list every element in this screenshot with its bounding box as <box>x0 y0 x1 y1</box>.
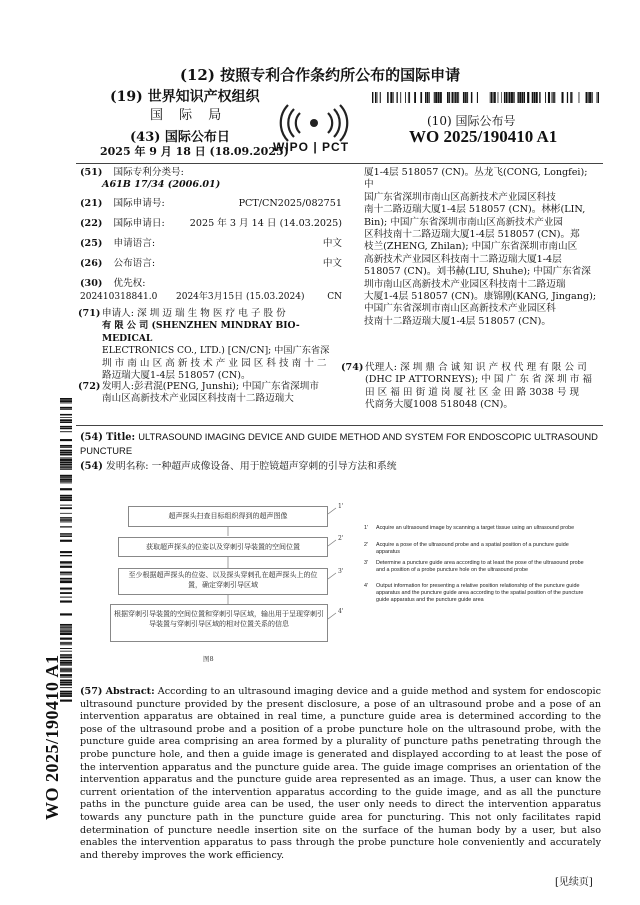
barcode-bar <box>60 588 72 589</box>
barcode-bar <box>60 563 72 564</box>
step-number: 4' <box>338 608 344 615</box>
barcode-bar <box>440 92 442 103</box>
barcode-bar <box>492 92 493 103</box>
barcode-bar <box>60 454 72 456</box>
top-barcode <box>372 92 599 103</box>
priority-row <box>80 278 342 290</box>
barcode-bar <box>501 92 502 103</box>
barcode-bar <box>458 92 459 103</box>
barcode-bar <box>60 475 72 477</box>
priority-number: 202410318841.0 <box>80 292 158 302</box>
barcode-bar <box>420 92 422 103</box>
step-number: 3' <box>338 568 344 575</box>
inventor-line: 技南十二路迈瑞大厦1-4层 518057 (CN)。 <box>364 315 551 327</box>
barcode-bar <box>387 92 388 103</box>
barcode-bar <box>60 533 72 534</box>
barcode-bar <box>60 566 72 568</box>
barcode-bar <box>408 92 409 103</box>
field-tag: (71) <box>78 308 101 319</box>
barcode-bar <box>506 92 507 103</box>
barcode-bar <box>60 572 72 573</box>
barcode-bar <box>60 551 72 553</box>
barcode-bar <box>60 479 72 481</box>
barcode-bar <box>465 92 467 103</box>
barcode-bar <box>548 92 550 103</box>
publication-language-row <box>80 258 342 270</box>
inventor-line: 518057 (CN)。刘书赫(LIU, Shuhe); 中国广东省深 <box>364 266 591 278</box>
inventor-line: 大厦1-4层 518057 (CN)。康锦刚(KANG, Jingang); <box>364 291 597 303</box>
barcode-bar <box>60 439 72 441</box>
barcode-bar <box>400 92 401 103</box>
title-chinese-text: 一种超声成像设备、用于腔镜超声穿刺的引导方法和系统 <box>151 461 397 472</box>
barcode-bar <box>597 92 598 103</box>
barcode-bar <box>60 597 72 598</box>
barcode-bar <box>60 555 72 556</box>
barcode-bar <box>427 92 428 103</box>
barcode-bar <box>586 92 588 103</box>
barcode-bar <box>60 513 72 514</box>
barcode-bar <box>60 414 72 416</box>
applicant-line: 圳 市 南 山 区 高 新 技 术 产 业 园 区 科 技 南 十 二 <box>102 357 327 369</box>
applicant-line: 有 限 公 司 (SHENZHEN MINDRAY BIO-MEDICAL <box>102 320 300 344</box>
barcode-bar <box>60 581 72 583</box>
barcode-bar <box>539 92 540 103</box>
leader-line <box>328 540 336 546</box>
barcode-bar <box>60 626 72 627</box>
flow-step-3: 至少根据超声探头的位姿、以及探头穿刺孔在超声探头上的位置，确定穿刺引导区域 <box>118 568 328 595</box>
barcode-bar <box>414 92 416 103</box>
leader-line <box>328 508 336 514</box>
field-tag: (25) <box>80 238 103 249</box>
barcode-bar <box>60 505 72 506</box>
barcode-bar <box>60 600 72 602</box>
barcode-bar <box>60 409 72 410</box>
barcode-bar <box>60 483 72 484</box>
side-publication-number: WO 2025/190410 A1 <box>42 654 62 820</box>
publication-date-label: (43) 国际公布日 <box>130 130 230 145</box>
barcode-bar <box>60 467 72 468</box>
barcode-bar <box>598 92 599 103</box>
barcode-bar <box>60 497 72 499</box>
barcode-bar <box>60 613 72 615</box>
wipo-logo-icon <box>268 95 360 165</box>
agent-line: (DHC IP ATTORNEYS); 中 国 广 东 省 深 圳 市 福 <box>365 374 593 386</box>
barcode-bar <box>60 540 72 542</box>
biblio-divider <box>76 425 603 426</box>
barcode-bar <box>60 457 72 458</box>
barcode-bar <box>435 92 437 103</box>
barcode-bar <box>522 92 523 103</box>
barcode-bar <box>463 92 465 103</box>
barcode-bar <box>494 92 496 103</box>
barcode-bar <box>509 92 511 103</box>
barcode-bar <box>60 520 72 521</box>
barcode-bar <box>536 92 538 103</box>
agent-line: 田 区 福 田 街 道 岗 厦 社 区 金 田 路 3038 号 现 <box>365 386 580 398</box>
barcode-bar <box>60 464 72 466</box>
legend-number: 4' <box>364 583 369 589</box>
barcode-bar <box>60 575 72 576</box>
barcode-bar <box>579 92 580 103</box>
legend-text: Acquire a pose of the ultrasound probe and a spatial position of a puncture guide apparatus <box>376 542 569 556</box>
barcode-bar <box>60 417 72 418</box>
applicant-line: ELECTRONICS CO., LTD.) [CN/CN]; 中国广东省深 <box>102 345 330 357</box>
barcode-bar <box>453 92 454 103</box>
inventor-line: 枝兰(ZHENG, Zhilan); 中国广东省深圳市南山区 <box>364 241 578 253</box>
inventor-line: 圳市南山区高新技术产业园区科技南十二路迈瑞 <box>364 278 566 290</box>
barcode-bar <box>60 561 72 563</box>
field-tag: (51) <box>80 167 103 178</box>
barcode-bar <box>60 578 72 579</box>
barcode-bar <box>372 92 373 103</box>
legend-number: 1' <box>364 525 369 531</box>
barcode-bar <box>523 92 525 103</box>
barcode-bar <box>490 92 491 103</box>
abstract <box>80 686 601 862</box>
barcode-bar <box>405 92 406 103</box>
barcode-bar <box>519 92 521 103</box>
flow-step-4: 根据穿刺引导装置的空间位置和穿刺引导区域，输出用于呈现穿刺引导装置与穿刺引导区域的相对位置关系的信息 <box>110 604 328 642</box>
wipo-pct-wordmark: WIPO | PCT <box>273 140 350 154</box>
applicant-line: 申请人: 深 圳 迈 瑞 生 物 医 疗 电 子 股 份 <box>102 308 286 319</box>
barcode-bar <box>467 92 468 103</box>
barcode-bar <box>60 398 72 400</box>
barcode-bar <box>60 495 72 497</box>
priority-claim <box>80 291 342 303</box>
publication-number-label: (10) 国际公布号 <box>427 114 516 128</box>
barcode-bar <box>562 92 564 103</box>
barcode-bar <box>60 580 72 581</box>
publication-date: 2025 年 9 月 18 日 (18.09.2025) <box>100 145 289 158</box>
title-english-text: ULTRASOUND IMAGING DEVICE AND GUIDE METHOD AND SYSTEM FOR ENDOSCOPIC ULTRASOUND PUNCTURE <box>80 431 598 456</box>
field-label: 国际申请号: <box>113 198 165 209</box>
barcode-bar <box>60 589 72 590</box>
barcode-bar <box>60 536 72 537</box>
barcode-bar <box>60 526 72 527</box>
barcode-bar <box>397 92 398 103</box>
field-label: 申请语言: <box>113 238 156 249</box>
barcode-bar <box>60 592 72 594</box>
field-tag: (26) <box>80 258 103 269</box>
legend-number: 2' <box>364 542 369 548</box>
legend-item <box>364 583 584 605</box>
priority-date: 2024年3月15日 (15.03.2024) <box>176 292 305 302</box>
field-tag: (54) <box>80 461 103 472</box>
inventor-line: 国广东省深圳市南山区高新技术产业园区科技 <box>364 191 556 203</box>
barcode-bar <box>60 477 72 478</box>
inventor-block-left <box>80 381 342 406</box>
barcode-bar <box>60 407 72 409</box>
agent-block <box>343 362 600 412</box>
priority-country: CN <box>327 292 342 302</box>
document-type-title: (12) 按照专利合作条约所公布的国际申请 <box>179 66 461 84</box>
barcode-bar <box>60 517 72 518</box>
figure-caption: 图8 <box>203 655 214 663</box>
barcode-bar <box>393 92 394 103</box>
barcode-bar <box>532 92 534 103</box>
leader-line <box>328 613 336 619</box>
barcode-bar <box>455 92 456 103</box>
filing-date-row <box>80 218 342 230</box>
field-label: 国际申请日: <box>113 218 165 229</box>
inventor-block-right <box>364 167 600 328</box>
barcode-bar <box>377 92 378 103</box>
barcode-bar <box>588 92 589 103</box>
barcode-bar <box>60 466 72 467</box>
ipc-row <box>80 167 342 179</box>
barcode-bar <box>60 428 72 430</box>
barcode-bar <box>60 499 72 501</box>
field-tag: (72) <box>78 381 101 392</box>
barcode-bar <box>60 573 72 574</box>
field-tag: (57) <box>80 686 103 697</box>
legend-text: Acquire an ultrasound image by scanning a target tissue using an ultrasound probe <box>376 525 575 531</box>
legend-item <box>364 542 584 556</box>
inventor-line: 厦1-4层 518057 (CN)。丛龙飞(CONG, Longfei); 中 <box>364 167 588 191</box>
barcode-bar <box>504 92 505 103</box>
barcode-bar <box>60 400 72 402</box>
barcode-bar <box>447 92 449 103</box>
filing-language: 中文 <box>322 238 342 249</box>
barcode-bar <box>425 92 426 103</box>
barcode-bar <box>60 419 72 421</box>
field-tag: (21) <box>80 198 103 209</box>
barcode-bar <box>60 638 72 640</box>
filing-language-row <box>80 238 342 250</box>
application-number-row <box>80 198 342 210</box>
barcode-bar <box>60 630 72 631</box>
agent-line: 代理人: 深 圳 鼎 合 诚 知 识 产 权 代 理 有 限 公 司 <box>365 362 587 373</box>
publication-number: WO 2025/190410 A1 <box>409 127 558 146</box>
barcode-bar <box>60 469 72 470</box>
barcode-bar <box>571 92 572 103</box>
barcode-bar <box>434 92 435 103</box>
barcode-bar <box>477 92 478 103</box>
barcode-bar <box>60 519 72 520</box>
barcode-bar <box>449 92 450 103</box>
barcode-bar <box>60 452 72 453</box>
barcode-bar <box>60 629 72 630</box>
barcode-bar <box>60 481 72 482</box>
barcode-bar <box>60 534 72 535</box>
inventor-line: 中国广东省深圳市南山区高新技术产业园区科 <box>364 303 556 315</box>
barcode-bar <box>60 507 72 509</box>
barcode-bar <box>60 403 72 404</box>
barcode-bar <box>60 627 72 628</box>
barcode-bar <box>428 92 429 103</box>
barcode-bar <box>60 642 72 643</box>
barcode-bar <box>60 522 72 523</box>
barcode-bar <box>456 92 458 103</box>
inventor-line: 区科技南十二路迈瑞大厦1-4层 518057 (CN)。郑 <box>364 229 580 241</box>
legend-text: Determine a puncture guide area according to at least the pose of the ultrasound probe and a position of a probe puncture hole on the ultrasound probe <box>376 560 584 574</box>
field-label: 发明名称: <box>106 461 149 472</box>
barcode-bar <box>60 651 72 652</box>
barcode-bar <box>452 92 454 103</box>
field-tag: (30) <box>80 278 103 289</box>
inventor-line: 高新技术产业园区科技南十二路迈瑞大厦1-4层 <box>364 253 562 265</box>
field-tag: (22) <box>80 218 103 229</box>
leader-line <box>328 573 336 579</box>
barcode-bar <box>471 92 472 103</box>
barcode-bar <box>60 431 72 432</box>
barcode-bar <box>554 92 555 103</box>
barcode-bar <box>527 92 529 103</box>
filing-date: 2025 年 3 月 14 日 (14.03.2025) <box>189 218 342 229</box>
barcode-bar <box>552 92 553 103</box>
barcode-bar <box>567 92 568 103</box>
barcode-bar <box>534 92 535 103</box>
field-label: 国际专利分类号: <box>113 167 184 178</box>
barcode-bar <box>60 422 72 423</box>
barcode-bar <box>517 92 518 103</box>
barcode-bar <box>570 92 571 103</box>
barcode-bar <box>491 92 492 103</box>
barcode-bar <box>60 633 72 635</box>
barcode-bar <box>409 92 410 103</box>
barcode-bar <box>60 624 72 626</box>
barcode-bar <box>60 447 72 448</box>
barcode-bar <box>60 648 72 649</box>
barcode-bar <box>390 92 392 103</box>
inventor-line: 南十二路迈瑞大厦1-4层 518057 (CN)。林彬(LIN, <box>364 204 586 216</box>
field-label: 优先权: <box>113 278 146 289</box>
legend-item <box>364 560 584 574</box>
barcode-bar <box>60 643 72 644</box>
barcode-bar <box>592 92 593 103</box>
ipc-value: A61B 17/34 (2006.01) <box>102 179 221 190</box>
barcode-bar <box>553 92 554 103</box>
barcode-bar <box>60 426 72 427</box>
legend-number: 3' <box>364 560 369 566</box>
inventor-line: 发明人:彭君混(PENG, Junshi); 中国广东省深圳市 <box>102 381 319 392</box>
barcode-bar <box>60 450 72 452</box>
applicant-line: 路迈瑞大厦1-4层 518057 (CN)。 <box>102 370 251 382</box>
barcode-bar <box>60 631 72 632</box>
header-divider <box>76 163 603 164</box>
barcode-bar <box>60 461 72 463</box>
barcode-bar <box>513 92 514 103</box>
title-chinese <box>80 461 601 474</box>
barcode-bar <box>498 92 499 103</box>
barcode-bar <box>375 92 376 103</box>
publication-language: 中文 <box>322 258 342 269</box>
organization-name: (19) 世界知识产权组织 <box>110 89 260 105</box>
field-label: Title: <box>106 432 136 443</box>
inventor-line: 南山区高新技术产业园区科技南十二路迈瑞大 <box>102 393 294 405</box>
inventor-line: Bin); 中国广东省深圳市南山区高新技术产业园 <box>364 216 564 228</box>
title-english <box>80 431 601 458</box>
legend-text: Output information for presenting a relative position relationship of the puncture guide apparatus and the puncture guide area according to the spatial position of the puncture guide apparatus and the puncture guide area <box>376 583 584 604</box>
barcode-bar <box>380 92 381 103</box>
barcode-bar <box>508 92 509 103</box>
legend-item <box>364 525 584 532</box>
barcode-bar <box>60 644 72 645</box>
agent-line: 代商务大厦1008 518048 (CN)。 <box>365 399 513 411</box>
barcode-bar <box>589 92 591 103</box>
flow-step-2: 获取超声探头的位姿以及穿刺引导装置的空间位置 <box>118 537 328 557</box>
barcode-bar <box>438 92 440 103</box>
barcode-bar <box>60 488 72 490</box>
applicant-block <box>80 308 342 382</box>
field-label: Abstract: <box>105 686 155 697</box>
barcode-bar <box>60 459 72 461</box>
field-label: 公布语言: <box>113 258 156 269</box>
barcode-bar <box>60 445 72 447</box>
barcode-bar <box>511 92 513 103</box>
step-number: 2' <box>338 535 344 542</box>
continued-on-next-page: [见续页] <box>555 877 593 888</box>
application-number: PCT/CN2025/082751 <box>238 198 342 209</box>
barcode-bar <box>545 92 546 103</box>
step-number: 1' <box>338 503 344 510</box>
field-tag: (54) <box>80 432 103 443</box>
flow-step-1: 超声探头扫查目标组织得到的超声图像 <box>128 506 328 527</box>
abstract-text: According to an ultrasound imaging device and a guide method and system for endoscopic ultrasound puncture provided by the present disclosure, a pose of an ultrasound probe and a pose of an intervention apparatus are obtained in real time, a puncture guide area is determined according to the pose of the ultrasound probe and a position of a probe puncture hole on the ultrasound probe, with the puncture guide area comprising an area formed by a plurality of puncture paths penetrating through the probe puncture hole, and then a guide image is generated and displayed according to at least the pose of the intervention apparatus and the puncture guide area. The guide image comprises an orientation of the intervention apparatus and the puncture guide area represented as an image. Thus, a user can know the current orientation of the intervention apparatus according to the guide image, and as all the puncture paths in the puncture guide area can be used, the user only needs to direct the intervention apparatus towards any puncture path in the puncture guide area for puncturing. This not only facilitates rapid determination of puncture needle insertion site on the surface of the human body by a user, but also enables the intervention apparatus to pass through the probe puncture hole conveniently and accurately and thereby improves the work efficiency. <box>80 686 601 861</box>
international-bureau: 国 际 局 <box>150 108 228 123</box>
field-tag: (74) <box>341 362 364 373</box>
